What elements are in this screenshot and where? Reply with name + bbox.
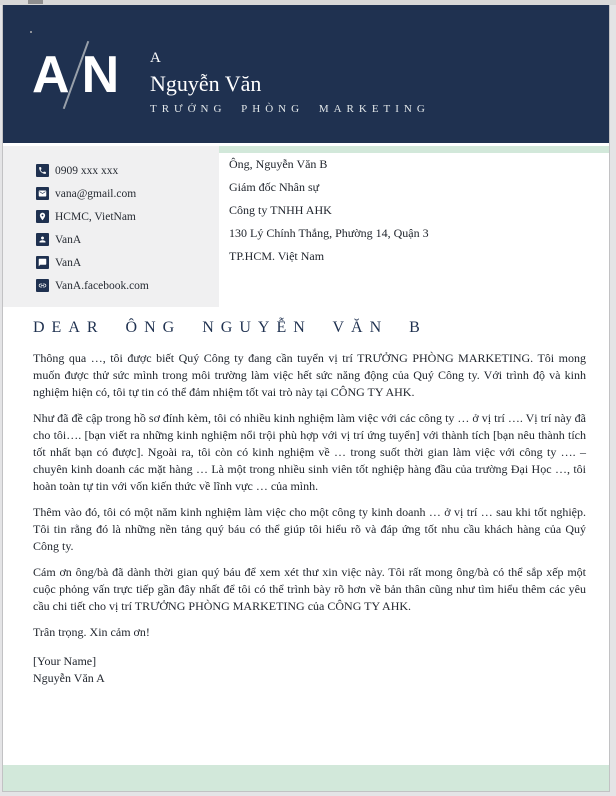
salutation-heading: DEAR ÔNG NGUYỄN VĂN B <box>33 319 427 336</box>
object-anchor-dot <box>30 31 32 33</box>
contact-sidebar <box>3 146 219 307</box>
link-icon <box>36 279 49 292</box>
scrollbar-thumb[interactable] <box>28 0 43 4</box>
small-initial: A <box>150 50 161 66</box>
chat-handle-text: VanA <box>55 256 82 269</box>
letter-paragraph: Như đã đề cập trong hồ sơ đính kèm, tôi có nhiều kinh nghiệm làm việc với các công ty … ở vị trí …. Vị trí này đã cho tôi…. [bạn viết ra những kinh nghiệm nổi trội phù hợp với vị trí ứng tuyển] với thành tích [bạn nêu thành tích tốt nhất bạn có được]. Ngoài ra, tôi còn có kinh nghiệm về … trong suốt thời gian làm việc với công ty …. – chuyên kinh doanh các mặt hàng … Là một trong nhiều sinh viên tốt nghiệp hàng đầu của trường Đại Học …, tôi hoàn toàn tự tin với vốn kiến thức về lĩnh vực … của mình. <box>33 411 586 493</box>
contact-item-link <box>36 274 219 297</box>
letter-body <box>33 319 586 687</box>
recipient-company: Công ty TNHH AHK <box>229 203 332 217</box>
monogram-right-letter: N <box>81 46 120 104</box>
letter-paragraph: Cám ơn ông/bà đã dành thời gian quý báu để xem xét thư xin việc này. Tôi rất mong ông/bà có thể sắp xếp một cuộc phỏng vấn trực tiếp gần đây nhất để tôi có thể trình bày rõ hơn về bản thân cũng như tìm hiểu thêm các yêu cầu chi tiết cho vị trí TRƯỞNG PHÒNG MARKETING của CÔNG TY AHK. <box>33 565 586 613</box>
person-name: Nguyễn Văn <box>150 71 262 96</box>
location-icon <box>36 210 49 223</box>
phone-icon <box>36 164 49 177</box>
recipient-city: TP.HCM. Việt Nam <box>229 249 325 263</box>
email-icon <box>36 187 49 200</box>
contact-item-email <box>36 182 219 205</box>
document-page <box>2 5 610 792</box>
letter-paragraph: Thông qua …, tôi được biết Quý Công ty đang cần tuyển vị trí TRƯỞNG PHÒNG MARKETING. Tôi mong muốn được thử sức mình trong môi trường làm việc hết sức năng động của Quý Công ty. Với trình độ và kinh nghiệm hiện có, tôi tự tin có thể đảm nhiệm tốt vai trò này tại CÔNG TY AHK. <box>33 351 586 399</box>
mint-footer-band <box>3 765 609 791</box>
contact-item-chat <box>36 251 219 274</box>
recipient-name: Ông, Nguyễn Văn B <box>229 157 328 171</box>
phone-number: 0909 xxx xxx <box>55 164 119 177</box>
location-text: HCMC, VietNam <box>55 210 136 223</box>
letter-header <box>3 5 609 143</box>
contact-item-phone <box>36 159 219 182</box>
monogram <box>32 35 119 115</box>
closing-line: Trân trọng. Xin cảm ơn! <box>33 625 150 639</box>
person-icon <box>36 233 49 246</box>
signature-placeholder: [Your Name] <box>33 654 97 668</box>
contact-item-location <box>36 205 219 228</box>
username-text: VanA <box>55 233 82 246</box>
chat-icon <box>36 256 49 269</box>
recipient-title: Giám đốc Nhân sự <box>229 180 320 194</box>
recipient-block <box>229 153 429 268</box>
recipient-address: 130 Lý Chính Thắng, Phường 14, Quận 3 <box>229 226 429 240</box>
mint-accent-strip <box>219 146 609 153</box>
signature-block <box>33 653 586 687</box>
job-title: TRƯỞNG PHÒNG MARKETING <box>150 103 430 115</box>
signature-name: Nguyễn Văn A <box>33 671 105 685</box>
email-address: vana@gmail.com <box>55 187 137 200</box>
header-name-block <box>150 49 430 115</box>
contact-item-username <box>36 228 219 251</box>
monogram-left-letter: A <box>32 46 70 104</box>
letter-paragraph: Thêm vào đó, tôi có một năm kinh nghiệm làm việc cho một công ty kinh doanh … ở vị trí … sau khi tốt nghiệp. Tôi tin rằng đó là những nền tảng quý báu có thể giúp tôi hiểu rõ và đáp ứng tốt nhu cầu khách hàng của Quý Công ty. <box>33 505 586 553</box>
facebook-link-text: VanA.facebook.com <box>55 279 149 292</box>
